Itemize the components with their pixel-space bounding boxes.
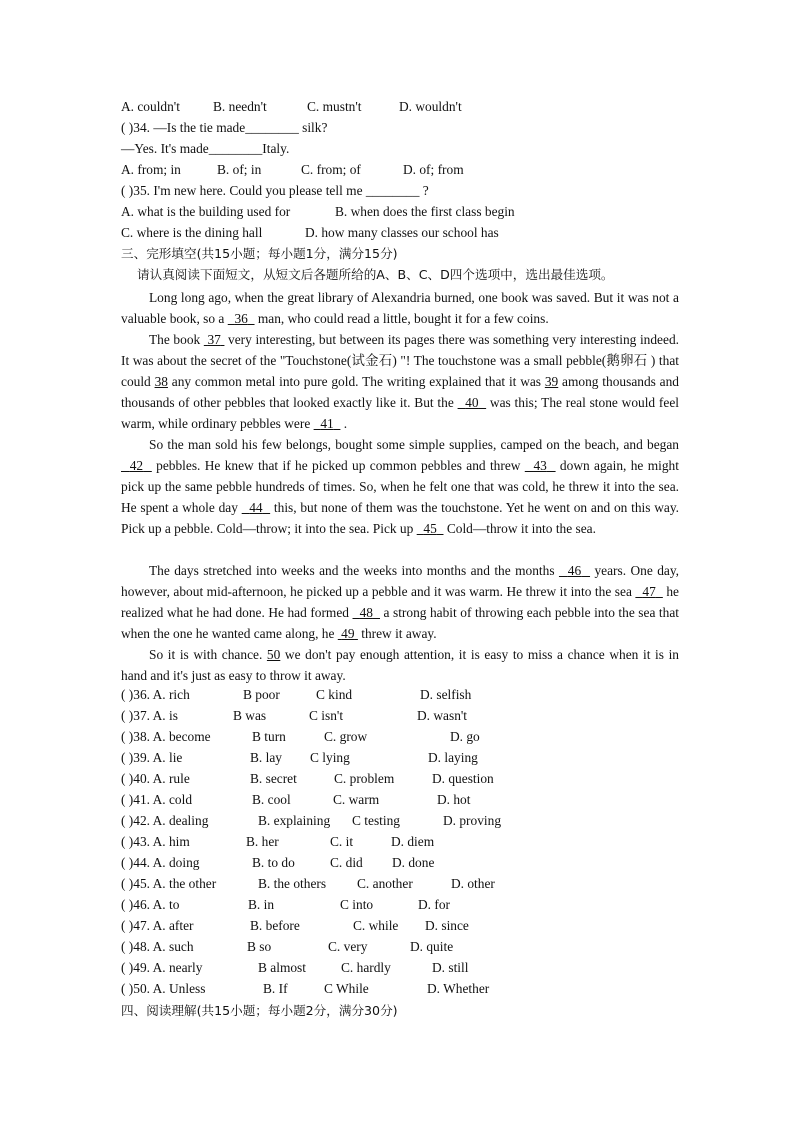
question-option-d: D. selfish (420, 687, 472, 702)
question-option-b: B. her (246, 834, 279, 849)
blank-36: 36 (234, 311, 248, 326)
passage-paragraph-5: So it is with chance. 50 we don't pay enough attention, it is easy to miss a chance when it is in hand and it's just as easy to throw it away. (121, 647, 680, 683)
question-stem: ( )50. A. Unless (121, 981, 206, 996)
blank-45: 45 (423, 521, 437, 536)
question-stem: ( )44. A. doing (121, 855, 200, 870)
question-stem: ( )46. A. to (121, 897, 180, 912)
question-option-b: B. in (248, 897, 275, 912)
question-option-d: D. for (418, 897, 450, 912)
question-option-c: C. did (330, 855, 363, 870)
question-option-c: C. it (330, 834, 354, 849)
question-option-c: C. problem (334, 771, 395, 786)
blank-49: 49 (341, 626, 355, 641)
blank-46: 46 (567, 563, 582, 578)
question-option-c: C testing (352, 813, 400, 828)
question-option-c: C kind (316, 687, 353, 702)
blank-42: 42 (129, 458, 144, 473)
question-option-b: B. the others (258, 876, 327, 891)
question-option-b: B. secret (250, 771, 297, 786)
blank-48: 48 (359, 605, 373, 620)
question-stem: ( )49. A. nearly (121, 960, 203, 975)
blank-43: 43 (533, 458, 547, 473)
question-option-c: C. another (357, 876, 413, 891)
question-option-b: B poor (243, 687, 280, 702)
q33-option-d: D. wouldn't (399, 99, 462, 114)
q34-option-c: C. from; of (301, 162, 361, 177)
question-option-b: B. lay (250, 750, 282, 765)
blank-50: 50 (266, 647, 281, 662)
question-option-b: B. If (263, 981, 288, 996)
q34-option-d: D. of; from (403, 162, 464, 177)
question-option-d: D. other (451, 876, 495, 891)
question-option-b: B turn (252, 729, 286, 744)
blank-39: 39 (544, 374, 559, 389)
blank-38: 38 (154, 374, 168, 389)
question-option-c: C While (324, 981, 369, 996)
q33-option-a: A. couldn't (121, 99, 180, 114)
q35-option-a: A. what is the building used for (121, 204, 291, 219)
question-option-c: C. grow (324, 729, 368, 744)
blank-40: 40 (465, 395, 479, 410)
question-option-b: B almost (258, 960, 306, 975)
question-option-d: D. wasn't (417, 708, 468, 723)
question-option-d: D. go (450, 729, 480, 744)
question-stem: ( )42. A. dealing (121, 813, 209, 828)
blank-41: 41 (320, 416, 334, 431)
q33-option-c: C. mustn't (307, 99, 362, 114)
question-option-d: D. proving (443, 813, 502, 828)
question-stem: ( )38. A. become (121, 729, 211, 744)
question-option-d: D. quite (410, 939, 454, 954)
question-option-b: B. before (250, 918, 300, 933)
question-option-b: B. explaining (258, 813, 331, 828)
passage-paragraph-4: The days stretched into weeks and the weeks into months and the months 46 years. One day, however, about mid-afternoon, he picked up a pebble and it was warm. He threw it into the sea 47 he realized what he had done. He had formed 48 a strong habit of throwing each pebble into the sea that when the one he wanted came along, he 49 threw it away. (121, 563, 680, 641)
q34-stem: ( )34. —Is the tie made________ silk? (121, 120, 328, 135)
question-option-c: C into (340, 897, 374, 912)
q35-option-b: B. when does the first class begin (335, 204, 515, 219)
q35-option-d: D. how many classes our school has (305, 225, 499, 240)
question-option-d: D. done (392, 855, 435, 870)
question-stem: ( )37. A. is (121, 708, 178, 723)
question-stem: ( )36. A. rich (121, 687, 190, 702)
question-option-d: D. laying (428, 750, 478, 765)
question-option-d: D. since (425, 918, 469, 933)
question-option-c: C. hardly (341, 960, 391, 975)
passage-paragraph-2: The book 37 very interesting, but between its pages there was something very interesting indeed. It was about the secret of the "Touchstone(试金石) "! The touchstone was a small pebble(鹅卵石 ) that could 38 any common metal into pure gold. The writing explained that it was 39 among thousands and thousands of other pebbles that looked exactly like it. But the 40 was this; The real stone would feel warm, while ordinary pebbles were 41 . (121, 332, 680, 431)
question-option-d: D. hot (437, 792, 471, 807)
blank-44: 44 (249, 500, 263, 515)
question-option-c: C isn't (309, 708, 344, 723)
q35-option-c: C. where is the dining hall (121, 225, 263, 240)
passage-paragraph-1: Long long ago, when the great library of Alexandria burned, one book was saved. But it was not a valuable book, so a 36 man, who could read a little, bought it for a few coins. (121, 290, 679, 326)
q33-option-b: B. needn't (213, 99, 267, 114)
question-option-b: B so (247, 939, 272, 954)
section3-heading: 三、完形填空(共15小题；每小题1分，满分15分) (121, 246, 398, 261)
question-option-d: D. still (432, 960, 469, 975)
question-option-c: C. warm (333, 792, 380, 807)
question-option-c: C lying (310, 750, 350, 765)
q34-option-a: A. from; in (121, 162, 181, 177)
question-stem: ( )45. A. the other (121, 876, 217, 891)
blank-47: 47 (642, 584, 656, 599)
q35-stem: ( )35. I'm new here. Could you please tell me ________ ? (121, 183, 429, 198)
question-option-b: B. to do (252, 855, 295, 870)
question-option-b: B. cool (252, 792, 291, 807)
question-option-d: D. diem (391, 834, 435, 849)
q34-reply: —Yes. It's made________Italy. (121, 141, 290, 156)
question-option-c: C. while (353, 918, 399, 933)
question-stem: ( )39. A. lie (121, 750, 183, 765)
question-option-d: D. question (432, 771, 494, 786)
question-stem: ( )40. A. rule (121, 771, 190, 786)
question-stem: ( )48. A. such (121, 939, 194, 954)
question-stem: ( )41. A. cold (121, 792, 193, 807)
question-option-c: C. very (328, 939, 368, 954)
question-option-d: D. Whether (427, 981, 490, 996)
question-option-b: B was (233, 708, 267, 723)
section3-instruction: 请认真阅读下面短文，从短文后各题所给的A、B、C、D四个选项中，选出最佳选项。 (137, 267, 614, 282)
question-stem: ( )47. A. after (121, 918, 194, 933)
section4-heading: 四、阅读理解(共15小题；每小题2分，满分30分) (121, 1003, 398, 1018)
q34-option-b: B. of; in (217, 162, 262, 177)
passage-paragraph-3: So the man sold his few belongs, bought some simple supplies, camped on the beach, and began 42 pebbles. He knew that if he picked up common pebbles and threw 43 down again, he might pick up the same pebble hundreds of times. So, when he felt one that was cold, he threw it into the sea. He spent a whole day 44 this, but none of them was the touchstone. Yet he went on and on this way. Pick up a pebble. Cold—throw; it into the sea. Pick up 45 Cold—throw it into the sea. (121, 437, 680, 536)
blank-37: 37 (207, 332, 221, 347)
question-stem: ( )43. A. him (121, 834, 190, 849)
